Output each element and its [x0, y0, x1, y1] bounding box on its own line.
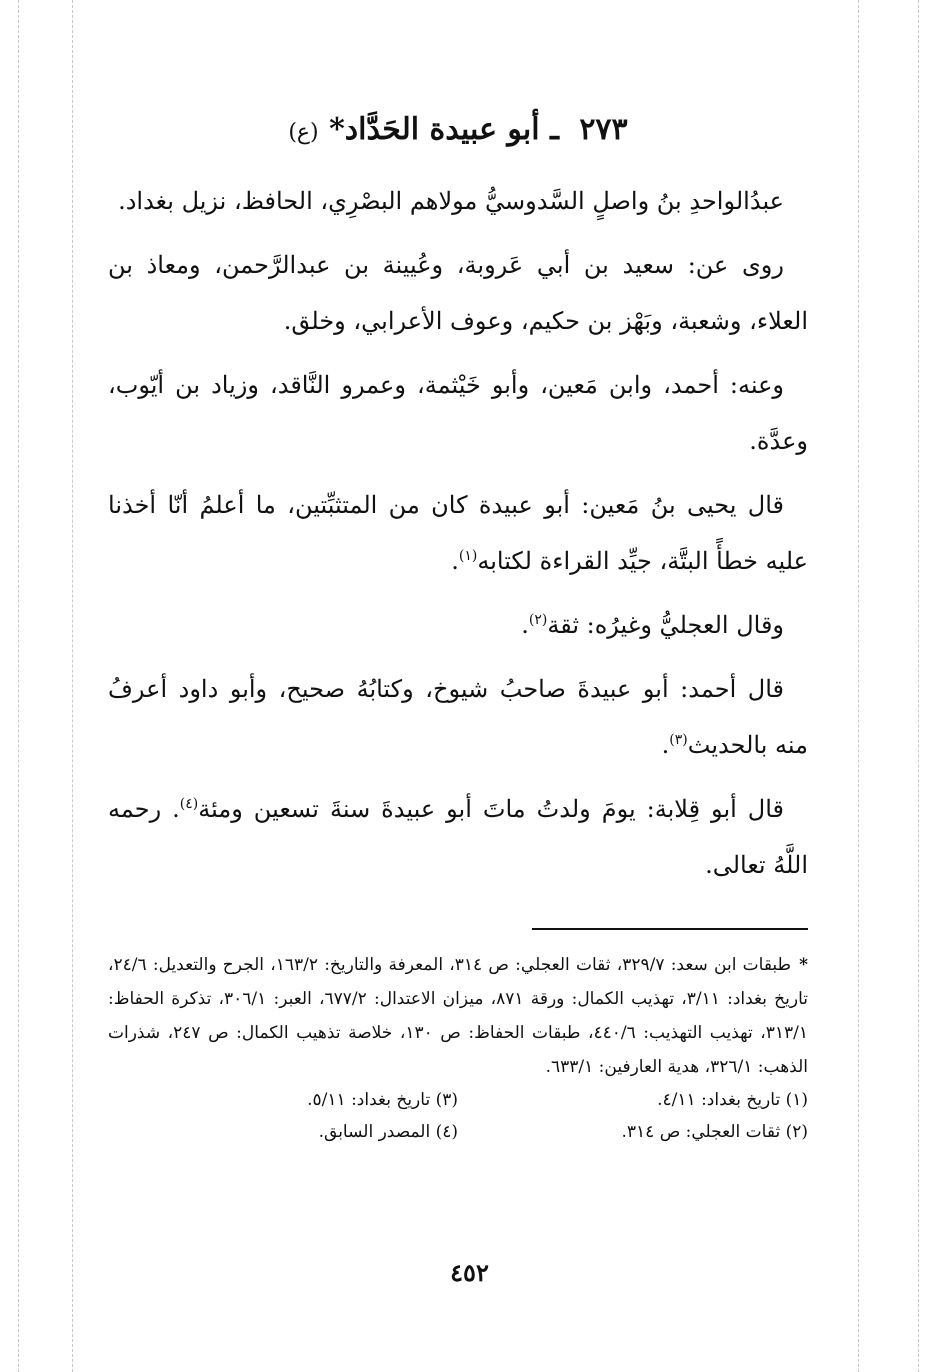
footnote-sources	[108, 948, 808, 1084]
page-body	[108, 108, 808, 901]
quote-ijli	[108, 597, 808, 653]
paragraph-narrators	[108, 357, 808, 469]
quote-text: قال أبو قِلابة: يومَ ولدتُ ماتَ أبو عبيدةَ سنةَ تسعين ومئة	[198, 795, 784, 823]
footnote-ref: (٤)	[179, 796, 199, 812]
quote-ibn-main	[108, 477, 808, 589]
entry-name: أبو عبيدة الحَدَّاد	[344, 112, 540, 147]
quote-end: . رحمه اللَّهُ تعالى.	[108, 795, 808, 879]
footnote-2: (٢) ثقات العجلي: ص ٣١٤.	[621, 1122, 808, 1142]
scan-guide-line	[858, 0, 859, 1372]
entry-symbol: (ع)	[288, 120, 319, 145]
quote-text: قال أحمد: أبو عبيدةَ صاحبُ شيوخ، وكتابُهُ صحيح، وأبو داود أعرفُ منه بالحديث	[108, 675, 808, 759]
footnote-1: (١) تاريخ بغداد: ٤/١١.	[657, 1090, 808, 1110]
scan-guide-line	[18, 0, 19, 1372]
quote-end: .	[521, 611, 529, 639]
quote-text: وقال العجليُّ وغيرُه: ثقة	[547, 611, 784, 639]
paragraph-narrators-text: وعنه: أحمد، وابن مَعين، وأبو خَيْثمة، وعمرو النَّاقد، وزياد بن أيّوب، وعدَّة.	[108, 371, 808, 455]
entry-star: *	[329, 112, 345, 147]
paragraph-intro-text: عبدُالواحدِ بنُ واصلٍ السَّدوسيُّ مولاهم البصْرِي، الحافظ، نزيل بغداد.	[118, 187, 784, 215]
footnote-ref: (٢)	[528, 612, 548, 628]
paragraph-intro	[108, 173, 808, 229]
footnote-row	[108, 1084, 808, 1116]
footnotes	[108, 948, 808, 1148]
quote-abu-qilaba	[108, 781, 808, 893]
scan-guide-line	[918, 0, 919, 1372]
footnote-ref: (١)	[458, 548, 478, 564]
footnote-4: (٤) المصدر السابق.	[318, 1122, 458, 1142]
footnote-3: (٣) تاريخ بغداد: ٥/١١.	[307, 1090, 458, 1110]
entry-number: ٢٧٣	[579, 112, 628, 147]
quote-ahmad	[108, 661, 808, 773]
quote-end: .	[451, 547, 459, 575]
entry-heading	[108, 108, 808, 155]
page-number: ٤٥٢	[450, 1258, 489, 1287]
footnote-ref: (٣)	[669, 732, 688, 748]
footnote-separator	[108, 928, 808, 930]
entry-dash: ـ	[550, 112, 559, 147]
quote-end: .	[661, 731, 670, 759]
footnote-star: *	[799, 955, 808, 975]
scan-guide-line	[72, 0, 73, 1372]
footnote-sources-text: طبقات ابن سعد: ٣٢٩/٧، ثقات العجلي: ص ٣١٤، المعرفة والتاريخ: ١٦٣/٢، الجرح والتعديل: ٢٤/٦، تاريخ بغداد: ٣/١١، تهذيب الكمال: ورقة ٨٧١، ميزان الاعتدال: ٦٧٧/٢، العبر: ٣٠٦/١، تذكرة الحفاظ: ٣١٣/١، تهذيب التهذيب: ٤٤٠/٦، طبقات الحفاظ: ص ١٣٠، خلاصة تذهيب الكمال: ص ٢٤٧، شذرات الذهب: ٣٢٦/١، هدية العارفين: ٦٣٣/١.	[108, 955, 809, 1077]
paragraph-narrated-from	[108, 237, 808, 349]
quote-text: قال يحيى بنُ مَعين: أبو عبيدة كان من المتثبِّتين، ما أعلمُ أنّا أخذنا عليه خطأً البتَّة، جيِّد القراءة لكتابه	[108, 491, 808, 575]
footnote-row	[108, 1116, 808, 1148]
paragraph-narrated-from-text: روى عن: سعيد بن أبي عَروبة، وعُيينة بن عبدالرَّحمن، ومعاذ بن العلاء، وشعبة، وبَهْز بن حكيم، وعوف الأعرابي، وخلق.	[108, 251, 808, 335]
